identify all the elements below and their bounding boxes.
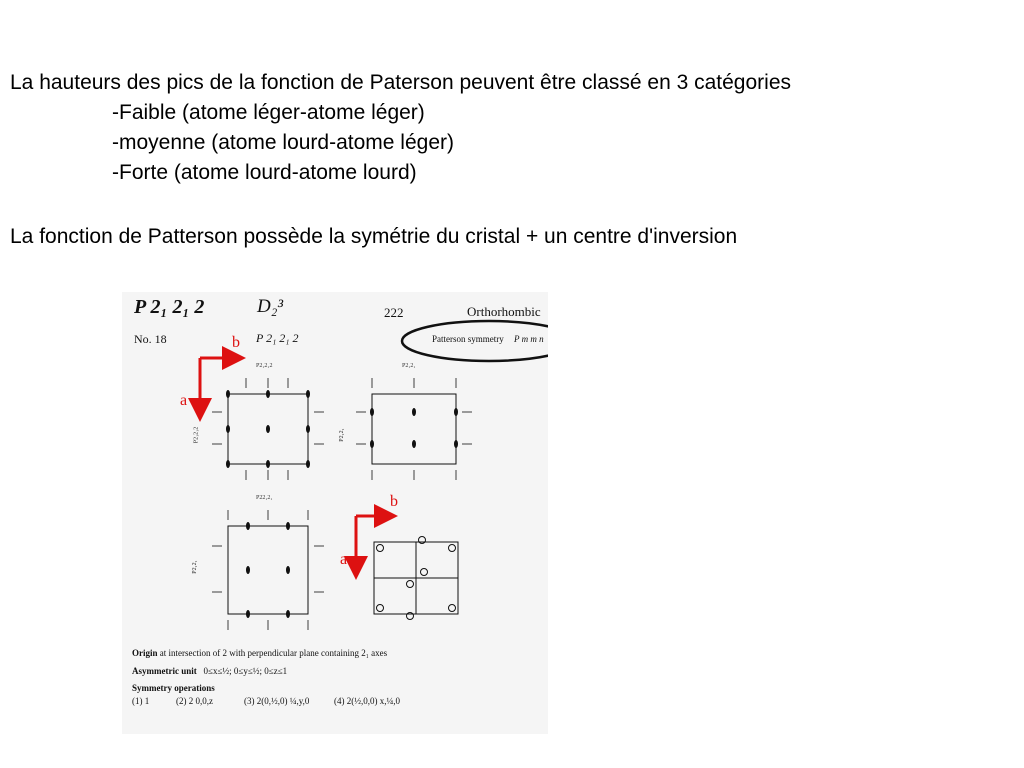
space-group-figure bbox=[122, 292, 548, 734]
axis-a-label-2: a bbox=[340, 551, 348, 568]
projection-1-side-label: P2₁2₁2 bbox=[193, 426, 200, 444]
group-number: No. 18 bbox=[134, 332, 167, 346]
patterson-symmetry-label: Patterson symmetry bbox=[432, 334, 504, 344]
patterson-highlight-ellipse bbox=[402, 321, 548, 361]
asym-unit-text: 0≤x≤½; 0≤y≤½; 0≤z≤1 bbox=[203, 666, 288, 676]
crystal-system: Orthorhombic bbox=[467, 304, 541, 319]
point-group: 222 bbox=[384, 305, 404, 320]
space-group-symbol: P 2₁ 2₁ 2 bbox=[134, 296, 205, 318]
axis-b-label-1: b bbox=[232, 334, 240, 351]
text-line-5: La fonction de Patterson possède la symétrie du cristal + un centre d'inversion bbox=[10, 225, 738, 248]
projection-1-top-label: P2₁2₁2 bbox=[256, 363, 273, 369]
projection-2-top-label: P2₁2₁ bbox=[402, 363, 416, 369]
projection-3-side-label: P2₁2₁ bbox=[191, 560, 198, 574]
symmetry-op-4: (4) 2(½,0,0) x,¼,0 bbox=[334, 696, 400, 706]
projection-2-cell bbox=[372, 394, 456, 464]
projection-3-cell bbox=[228, 526, 308, 614]
text-line-3: -moyenne (atome lourd-atome léger) bbox=[112, 131, 454, 154]
projection-2-side-label: P2₁2₁ bbox=[338, 428, 345, 442]
symmetry-op-3: (3) 2(0,½,0) ¼,y,0 bbox=[244, 696, 310, 706]
origin-label: Origin bbox=[132, 648, 158, 658]
text-line-1: La hauteurs des pics de la fonction de Paterson peuvent être classé en 3 catégories bbox=[10, 71, 791, 94]
subtitle-symbol: P 2₁ 2₁ 2 bbox=[256, 331, 299, 345]
symmetry-op-1: (1) 1 bbox=[132, 696, 150, 706]
text-line-4: -Forte (atome lourd-atome lourd) bbox=[112, 161, 417, 184]
projection-3-top-label: P22₁2₁ bbox=[256, 495, 273, 501]
axis-a-label-1: a bbox=[180, 392, 188, 409]
text-line-2: -Faible (atome léger-atome léger) bbox=[112, 101, 425, 124]
origin-text: at intersection of 2 with perpendicular plane containing 2₁ axes bbox=[159, 648, 388, 658]
axis-b-label-2: b bbox=[390, 493, 398, 510]
asym-unit-label: Asymmetric unit bbox=[132, 666, 197, 676]
symmetry-operations-label: Symmetry operations bbox=[132, 683, 215, 693]
patterson-group: P m m n bbox=[514, 334, 544, 344]
schoenflies-symbol: D₂³ bbox=[257, 296, 284, 317]
symmetry-op-2: (2) 2 0,0,z bbox=[176, 696, 213, 706]
